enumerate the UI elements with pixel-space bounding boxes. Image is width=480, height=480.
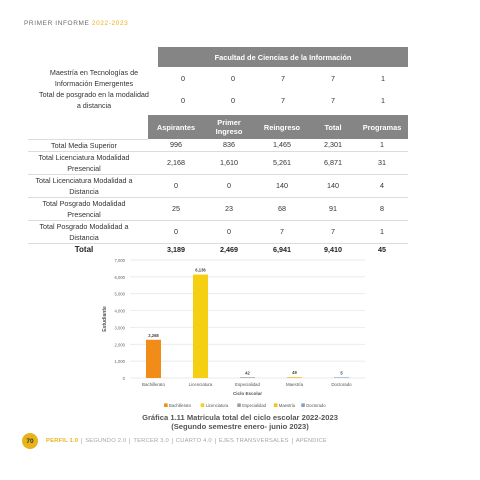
cell: 0 [148, 220, 204, 243]
cell: 7 [331, 95, 335, 105]
legend-swatch [274, 403, 278, 407]
cell: 0 [231, 73, 235, 83]
cell: 0 [148, 174, 204, 197]
footer-nav-item[interactable]: PERFIL 1.0 [46, 438, 82, 444]
cell: 1,610 [204, 151, 254, 174]
cell: 4 [356, 174, 408, 197]
table-row [28, 197, 408, 220]
total-cell: 9,410 [310, 243, 356, 256]
chart-caption [0, 413, 480, 431]
footer-nav-item[interactable]: CUARTO 4.0 [173, 438, 216, 444]
y-tick-label: 4,000 [114, 308, 125, 314]
total-cell: 3,189 [148, 243, 204, 256]
footer-nav-item[interactable]: SEGUNDO 2.0 [82, 438, 130, 444]
total-label: Total [28, 243, 148, 256]
cell: 23 [204, 197, 254, 220]
y-tick-label: 1,000 [114, 359, 125, 365]
cell: 68 [254, 197, 310, 220]
y-tick-label: 0 [122, 376, 125, 381]
caption-line-1: Gráfica 1.11 Matrícula total del ciclo escolar 2022-2023 [142, 413, 338, 422]
faculty-header: Facultad de Ciencias de la Información [158, 47, 408, 67]
cell: 2,301 [310, 139, 356, 151]
row-label: Total Posgrado Modalidad a Distancia [28, 220, 148, 243]
total-cell: 2,469 [204, 243, 254, 256]
y-tick-label: 2,000 [114, 342, 125, 348]
legend-swatch [237, 403, 241, 407]
data-label: 5 [340, 370, 343, 376]
y-axis-label: Estudiante [102, 306, 108, 332]
header-primer-ingreso: Primer Ingreso [204, 115, 254, 139]
cell: 2,168 [148, 151, 204, 174]
x-tick-label: Bachillerato [142, 382, 165, 387]
x-tick-label: Licenciatura [188, 382, 213, 387]
footer-nav-item[interactable]: TERCER 3.0 [130, 438, 173, 444]
header-programas: Programas [356, 115, 408, 139]
row-label: Total Media Superior [28, 139, 148, 151]
page-number: 70 [22, 433, 38, 449]
header-aspirantes: Aspirantes [148, 115, 204, 139]
bar [193, 275, 208, 378]
table-row [28, 151, 408, 174]
table-row [28, 174, 408, 197]
bar [240, 377, 255, 378]
y-tick-label: 6,000 [114, 274, 125, 280]
footer-nav [46, 438, 330, 444]
x-tick-label: Especialidad [235, 382, 260, 387]
x-tick-label: Doctorado [331, 382, 352, 387]
cell: 8 [356, 197, 408, 220]
cell: 0 [204, 174, 254, 197]
cell: 25 [148, 197, 204, 220]
cell: 140 [254, 174, 310, 197]
data-label: 2,268 [148, 332, 159, 338]
y-tick-label: 7,000 [114, 258, 125, 263]
legend-label: Bachillerato [169, 403, 191, 408]
cell: 836 [204, 139, 254, 151]
total-cell: 45 [356, 243, 408, 256]
legend-swatch [201, 403, 205, 407]
cell: 996 [148, 139, 204, 151]
enrollment-bar-chart [100, 254, 370, 414]
legend-label: Doctorado [306, 403, 326, 408]
table-row [28, 220, 408, 243]
legend-swatch [164, 403, 168, 407]
running-head-year: 2022-2023 [91, 20, 129, 27]
cell: 0 [181, 73, 185, 83]
footer-nav-item[interactable]: EJES TRANSVERSALES [216, 438, 293, 444]
table-row [28, 139, 408, 151]
y-tick-label: 5,000 [114, 291, 125, 297]
table-row [38, 89, 408, 111]
cell: 6,871 [310, 151, 356, 174]
legend-label: Licenciatura [205, 403, 229, 408]
cell: 140 [310, 174, 356, 197]
cell: 1 [356, 220, 408, 243]
faculty-table [38, 47, 408, 111]
y-tick-label: 3,000 [114, 325, 125, 331]
data-label: 6,136 [195, 267, 206, 273]
cell: 0 [231, 95, 235, 105]
footer-nav-item[interactable]: APÉNDICE [295, 438, 327, 444]
cell: 7 [281, 95, 285, 105]
enrollment-summary-table [28, 115, 408, 256]
cell: 0 [181, 95, 185, 105]
row-label: Total Posgrado Modalidad Presencial [28, 197, 148, 220]
cell: 1 [381, 73, 385, 83]
legend-label: Maestría [278, 403, 296, 408]
cell: 1 [356, 139, 408, 151]
cell: 7 [310, 220, 356, 243]
header-reingreso: Reingreso [254, 115, 310, 139]
running-head-title: PRIMER INFORME [24, 20, 90, 27]
cell: 7 [281, 73, 285, 83]
cell: 7 [254, 220, 310, 243]
cell: 91 [310, 197, 356, 220]
cell: 7 [331, 73, 335, 83]
bar [287, 377, 302, 378]
total-cell: 6,941 [254, 243, 310, 256]
cell: 1,465 [254, 139, 310, 151]
cell: 5,261 [254, 151, 310, 174]
row-label: Total Licenciatura Modalidad Presencial [28, 151, 148, 174]
row-label: Total de posgrado en la modalidad a distancia [39, 90, 149, 110]
cell: 1 [381, 95, 385, 105]
running-head [24, 20, 128, 27]
row-label: Maestría en Tecnologías de Información Emergentes [49, 68, 139, 88]
legend-label: Especialidad [242, 403, 266, 408]
data-label: 42 [245, 370, 250, 376]
cell: 0 [204, 220, 254, 243]
caption-line-2: (Segundo semestre enero- junio 2023) [171, 422, 309, 431]
table-row [38, 67, 408, 89]
bar [146, 340, 161, 378]
row-label: Total Licenciatura Modalidad a Distancia [28, 174, 148, 197]
bar [334, 377, 349, 378]
x-axis-label: Ciclo Escolar [232, 391, 263, 396]
cell: 31 [356, 151, 408, 174]
legend-swatch [301, 403, 305, 407]
header-total: Total [310, 115, 356, 139]
x-tick-label: Maestría [285, 382, 304, 387]
data-label: 49 [292, 370, 297, 376]
